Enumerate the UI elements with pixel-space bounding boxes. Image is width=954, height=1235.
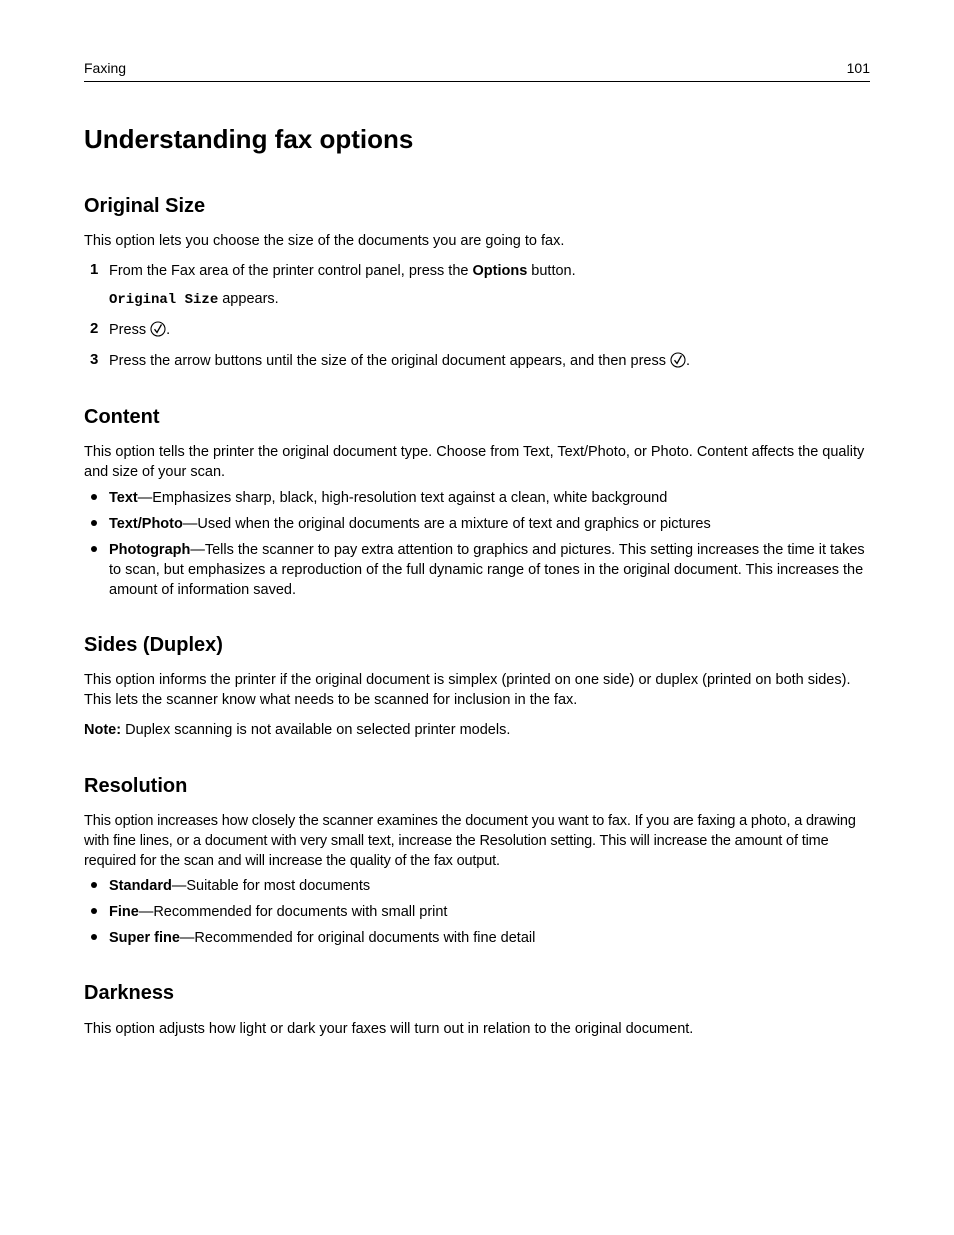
step-2-text-post: . (166, 322, 171, 338)
step-1-result (109, 289, 279, 310)
sides-intro: This option informs the printer if the original document is simplex (printed on one side) or duplex (printed on both sides). This lets the scanner know what needs to be scanned for inclusion in the fax. (84, 672, 851, 708)
step-2-text (109, 320, 170, 340)
step-1-number: 1 (90, 261, 99, 278)
display-message-code: Original Size (109, 292, 219, 308)
note (84, 720, 870, 740)
list-item-fine (109, 902, 870, 922)
bullet-icon (91, 934, 97, 940)
page-title: Understanding fax options (84, 124, 414, 154)
step-3-text-post: . (686, 353, 691, 369)
step-1-text-pre: From the Fax area of the printer control panel, press the (109, 263, 473, 279)
list-item-desc: —Recommended for original documents with fine detail (179, 930, 536, 946)
list-item-term: Fine (109, 904, 139, 920)
step-3-text (109, 351, 690, 371)
step-1-result-text: appears. (218, 291, 279, 307)
list-item-standard (109, 876, 870, 896)
heading-darkness: Darkness (84, 982, 175, 1004)
bullet-icon (91, 546, 97, 552)
list-item-term: Text (109, 490, 138, 506)
list-item-desc: —Tells the scanner to pay extra attention to graphics and pictures. This setting increases the time it takes to scan, but emphasizes a reproduction of the full dynamic range of tones in the original document. This increases the amount of information saved. (109, 542, 865, 598)
heading-resolution: Resolution (84, 775, 188, 797)
list-item-term: Super fine (109, 930, 180, 946)
heading-content: Content (84, 406, 160, 428)
note-text: Duplex scanning is not available on selected printer models. (121, 722, 511, 738)
checkmark-button-icon (670, 352, 686, 368)
list-item-term: Photograph (109, 542, 191, 558)
header-section: Faxing (84, 60, 127, 76)
list-item-term: Standard (109, 878, 172, 894)
resolution-intro: This option increases how closely the scanner examines the document you want to fax. If you are faxing a photo, a drawing with fine lines, or a document with very small text, increase the Resolution setting. This will increase the amount of time required for the scan and will increase the quality of the fax output. (84, 813, 856, 869)
darkness-intro: This option adjusts how light or dark your faxes will turn out in relation to the original document. (84, 1021, 694, 1037)
heading-original-size: Original Size (84, 195, 206, 217)
list-item-super-fine (109, 928, 870, 948)
list-item-desc: —Recommended for documents with small print (138, 904, 448, 920)
note-label: Note: (84, 722, 122, 738)
list-item-term: Text/Photo (109, 516, 183, 532)
step-2-text-pre: Press (109, 322, 151, 338)
step-1-text (109, 261, 576, 281)
list-item-text (109, 488, 870, 508)
options-button-label: Options (472, 263, 528, 279)
step-3-number: 3 (90, 351, 99, 368)
original-size-intro: This option lets you choose the size of the documents you are going to fax. (84, 233, 565, 249)
step-1-text-post: button. (527, 263, 576, 279)
list-item-desc: —Emphasizes sharp, black, high-resolution text against a clean, white background (137, 490, 668, 506)
page-number: 101 (846, 60, 870, 76)
checkmark-button-icon (150, 321, 166, 337)
list-item-photograph (109, 540, 870, 600)
bullet-icon (91, 882, 97, 888)
running-header (84, 60, 870, 82)
list-item-desc: —Suitable for most documents (171, 878, 371, 894)
step-2-number: 2 (90, 320, 99, 337)
step-3-text-pre: Press the arrow buttons until the size of the original document appears, and then press (109, 353, 670, 369)
list-item-desc: —Used when the original documents are a mixture of text and graphics or pictures (182, 516, 711, 532)
heading-sides-duplex: Sides (Duplex) (84, 634, 223, 656)
content-intro: This option tells the printer the original document type. Choose from Text, Text/Photo, or Photo. Content affects the quality and size of your scan. (84, 444, 865, 480)
bullet-icon (91, 494, 97, 500)
bullet-icon (91, 520, 97, 526)
list-item-text-photo (109, 514, 870, 534)
bullet-icon (91, 908, 97, 914)
